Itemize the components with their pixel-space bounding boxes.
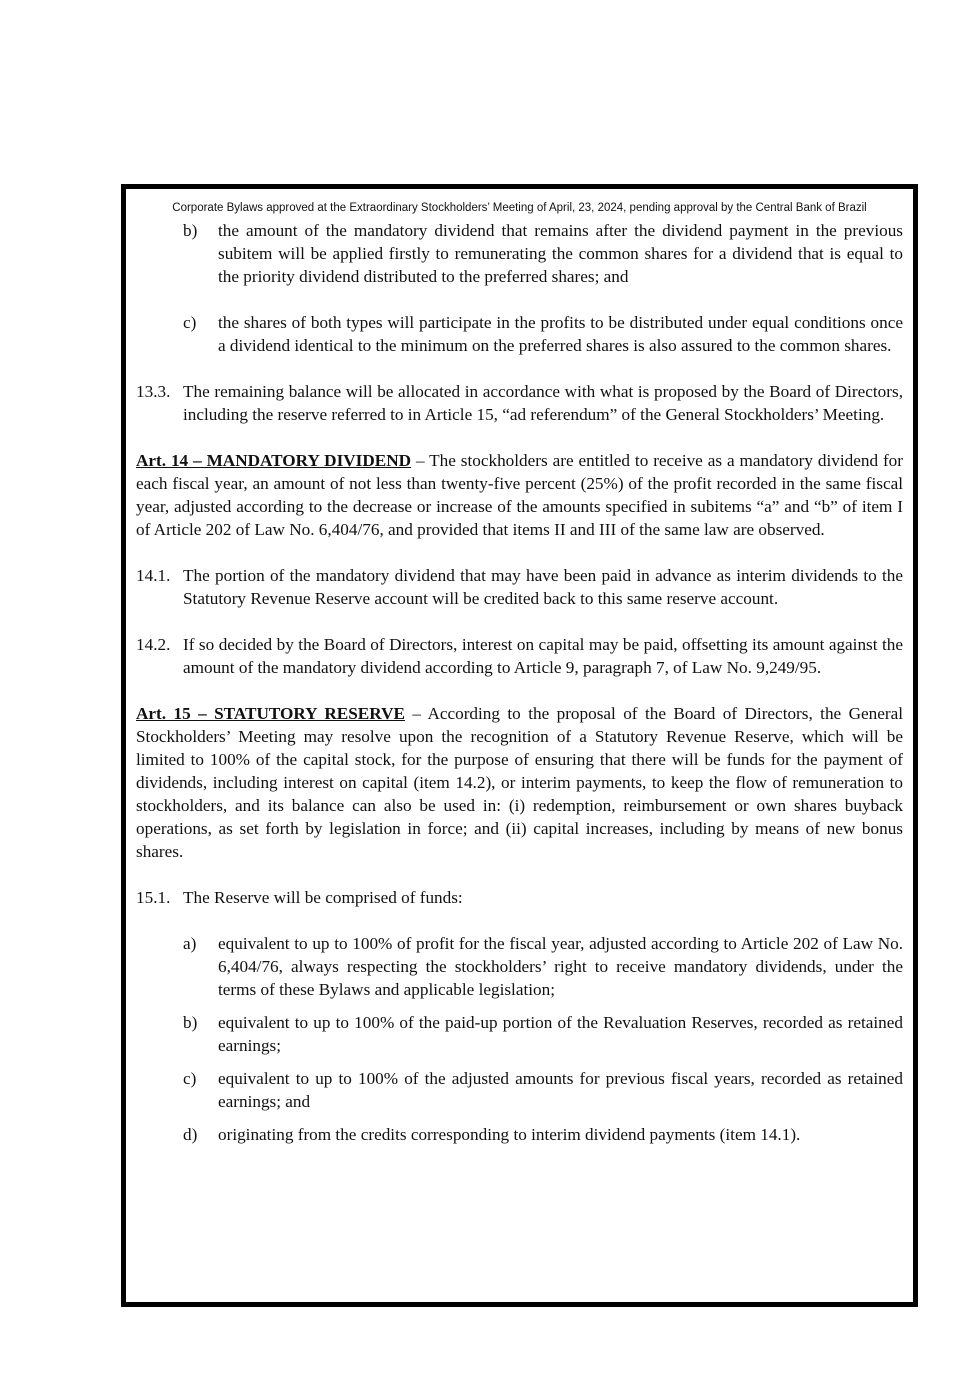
item-marker: b): [183, 1013, 198, 1032]
list-item: [136, 1011, 903, 1057]
article-14: [136, 449, 903, 541]
item-text: equivalent to up to 100% of the paid-up portion of the Revaluation Reserves, recorded as retained earnings;: [218, 1013, 903, 1055]
article-heading: Art. 15 – STATUTORY RESERVE: [136, 704, 405, 723]
document-body: [136, 201, 903, 1156]
item-text: equivalent to up to 100% of profit for the fiscal year, adjusted according to Article 202 of Law No. 6,404/76, always respecting the stockholders’ right to receive mandatory dividends, under the terms of these Bylaws and applicable legislation;: [218, 934, 903, 999]
subsection-14-2: [136, 633, 903, 679]
item-text: originating from the credits corresponding to interim dividend payments (item 14.1).: [218, 1125, 801, 1144]
subsection-number: 13.3.: [136, 382, 171, 401]
subsection-text: The remaining balance will be allocated in accordance with what is proposed by the Board of Directors, including the reserve referred to in Article 15, “ad referendum” of the General Stockholders’ Meeting.: [183, 382, 903, 424]
item-text: the amount of the mandatory dividend that remains after the dividend payment in the previous subitem will be applied firstly to remunerating the common shares for a dividend that is equal to the priority dividend distributed to the preferred shares; and: [218, 221, 903, 286]
item-marker: a): [183, 934, 197, 953]
article-15: [136, 702, 903, 863]
subsection-text: If so decided by the Board of Directors, interest on capital may be paid, offsetting its amount against the amount of the mandatory dividend according to Article 9, paragraph 7, of Law No. 9,249/95.: [183, 635, 903, 677]
article-text: – The stockholders are entitled to receive as a mandatory dividend for each fiscal year, an amount of not less than twenty-five percent (25%) of the profit recorded in the same fiscal year, adjusted according to the decrease or increase of the amounts specified in subitems “a” and “b” of item I of Article 202 of Law No. 6,404/76, and provided that items II and III of the same law are observed.: [136, 451, 903, 539]
item-marker: b): [183, 221, 198, 240]
item-marker: c): [183, 1069, 197, 1088]
list-item: [136, 1123, 903, 1146]
list-item: [136, 219, 903, 288]
document-frame: [121, 184, 918, 1307]
article-heading: Art. 14 – MANDATORY DIVIDEND: [136, 451, 412, 470]
subsection-13-3: [136, 380, 903, 426]
subsection-text: The portion of the mandatory dividend that may have been paid in advance as interim dividends to the Statutory Revenue Reserve account will be credited back to this same reserve account.: [183, 566, 903, 608]
subsection-14-1: [136, 564, 903, 610]
subsection-number: 15.1.: [136, 888, 171, 907]
article-text: – According to the proposal of the Board of Directors, the General Stockholders’ Meeting may resolve upon the recognition of a Statutory Revenue Reserve, which will be limited to 100% of the capital stock, for the purpose of ensuring that there will be funds for the payment of dividends, including interest on capital (item 14.2), or interim payments, to keep the flow of remuneration to stockholders, and its balance can also be used in: (i) redemption, reimbursement or own shares buyback operations, as set forth by legislation in force; and (ii) capital increases, including by means of new bonus shares.: [136, 704, 903, 861]
subsection-text: The Reserve will be comprised of funds:: [183, 888, 463, 907]
list-item: [136, 311, 903, 357]
list-item: [136, 1067, 903, 1113]
subsection-15-1: [136, 886, 903, 909]
subsection-number: 14.2.: [136, 635, 171, 654]
list-item: [136, 932, 903, 1001]
item-marker: c): [183, 313, 197, 332]
subsection-number: 14.1.: [136, 566, 171, 585]
header-note: Corporate Bylaws approved at the Extraordinary Stockholders’ Meeting of April, 23, 2024, pending approval by the Central Bank of Brazil: [172, 202, 867, 214]
item-text: the shares of both types will participate in the profits to be distributed under equal conditions once a dividend identical to the minimum on the preferred shares is also assured to the common shares.: [218, 313, 903, 355]
item-marker: d): [183, 1125, 198, 1144]
item-text: equivalent to up to 100% of the adjusted amounts for previous fiscal years, recorded as retained earnings; and: [218, 1069, 903, 1111]
